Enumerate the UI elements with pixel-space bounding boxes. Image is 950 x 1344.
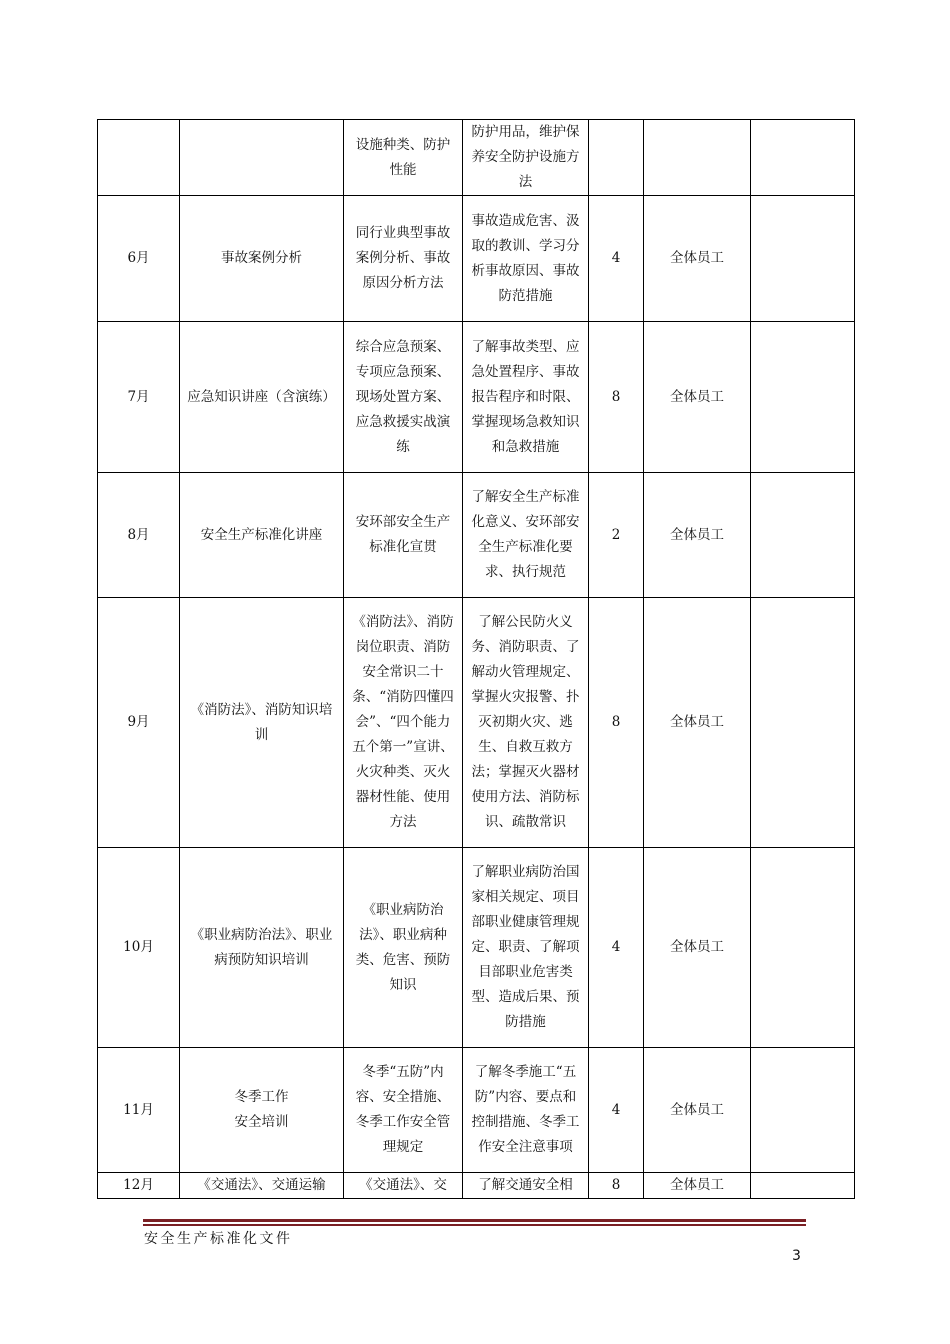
topic-cell: 《交通法》、交通运输 — [180, 1173, 344, 1199]
note-cell — [751, 1048, 855, 1173]
audience-cell — [644, 120, 751, 196]
goal-cell: 了解职业病防治国家相关规定、项目部职业健康管理规定、职责、了解项目部职业危害类型、造成后果、预防措施 — [463, 848, 589, 1048]
content-cell: 同行业典型事故案例分析、事故原因分析方法 — [344, 196, 463, 322]
footer-doc-title: 安全生产标准化文件 — [144, 1231, 293, 1247]
table-row — [98, 120, 855, 196]
audience-cell: 全体员工 — [644, 322, 751, 473]
month-cell: 12月 — [98, 1173, 180, 1199]
content-cell: 综合应急预案、专项应急预案、现场处置方案、应急救援实战演练 — [344, 322, 463, 473]
table-row — [98, 1048, 855, 1173]
goal-cell: 事故造成危害、汲取的教训、学习分析事故原因、事故防范措施 — [463, 196, 589, 322]
content-cell: 《交通法》、交 — [344, 1173, 463, 1199]
month-cell: 11月 — [98, 1048, 180, 1173]
note-cell — [751, 598, 855, 848]
hours-cell: 4 — [589, 848, 644, 1048]
topic-cell — [180, 120, 344, 196]
topic-cell: 事故案例分析 — [180, 196, 344, 322]
table-row — [98, 848, 855, 1048]
content-cell: 冬季“五防”内容、安全措施、冬季工作安全管理规定 — [344, 1048, 463, 1173]
footer-rule-thick — [143, 1219, 806, 1222]
note-cell — [751, 196, 855, 322]
month-cell: 10月 — [98, 848, 180, 1048]
month-cell: 8月 — [98, 473, 180, 598]
topic-cell: 《职业病防治法》、职业病预防知识培训 — [180, 848, 344, 1048]
audience-cell: 全体员工 — [644, 1048, 751, 1173]
content-cell: 设施种类、防护性能 — [344, 120, 463, 196]
table-row — [98, 196, 855, 322]
audience-cell: 全体员工 — [644, 848, 751, 1048]
goal-cell: 防护用品，维护保养安全防护设施方法 — [463, 120, 589, 196]
goal-cell: 了解安全生产标准化意义、安环部安全生产标准化要求、执行规范 — [463, 473, 589, 598]
topic-cell: 冬季工作 安全培训 — [180, 1048, 344, 1173]
table-row — [98, 1173, 855, 1199]
topic-cell: 安全生产标准化讲座 — [180, 473, 344, 598]
training-plan-table — [97, 119, 855, 1199]
audience-cell: 全体员工 — [644, 1173, 751, 1199]
hours-cell — [589, 120, 644, 196]
note-cell — [751, 473, 855, 598]
goal-cell: 了解交通安全相 — [463, 1173, 589, 1199]
audience-cell: 全体员工 — [644, 196, 751, 322]
table-row — [98, 598, 855, 848]
hours-cell: 8 — [589, 1173, 644, 1199]
hours-cell: 8 — [589, 322, 644, 473]
month-cell — [98, 120, 180, 196]
hours-cell: 2 — [589, 473, 644, 598]
month-cell: 7月 — [98, 322, 180, 473]
topic-cell: 《消防法》、消防知识培训 — [180, 598, 344, 848]
note-cell — [751, 322, 855, 473]
content-cell: 《职业病防治法》、职业病种类、危害、预防知识 — [344, 848, 463, 1048]
content-cell: 《消防法》、消防岗位职责、消防安全常识二十条、“消防四懂四会”、“四个能力五个第一”宣讲、火灾种类、灭火器材性能、使用方法 — [344, 598, 463, 848]
goal-cell: 了解公民防火义务、消防职责、了解动火管理规定、掌握火灾报警、扑灭初期火灾、逃生、自救互救方法；掌握灭火器材使用方法、消防标识、疏散常识 — [463, 598, 589, 848]
audience-cell: 全体员工 — [644, 473, 751, 598]
goal-cell: 了解冬季施工“五防”内容、要点和控制措施、冬季工作安全注意事项 — [463, 1048, 589, 1173]
month-cell: 9月 — [98, 598, 180, 848]
note-cell — [751, 848, 855, 1048]
footer-rule-thin — [143, 1224, 806, 1226]
hours-cell: 4 — [589, 196, 644, 322]
month-cell: 6月 — [98, 196, 180, 322]
content-cell: 安环部安全生产标准化宣贯 — [344, 473, 463, 598]
page-number: 3 — [792, 1248, 801, 1264]
note-cell — [751, 1173, 855, 1199]
hours-cell: 4 — [589, 1048, 644, 1173]
goal-cell: 了解事故类型、应急处置程序、事故报告程序和时限、掌握现场急救知识和急救措施 — [463, 322, 589, 473]
hours-cell: 8 — [589, 598, 644, 848]
table-row — [98, 322, 855, 473]
audience-cell: 全体员工 — [644, 598, 751, 848]
note-cell — [751, 120, 855, 196]
topic-cell: 应急知识讲座（含演练） — [180, 322, 344, 473]
table-row — [98, 473, 855, 598]
